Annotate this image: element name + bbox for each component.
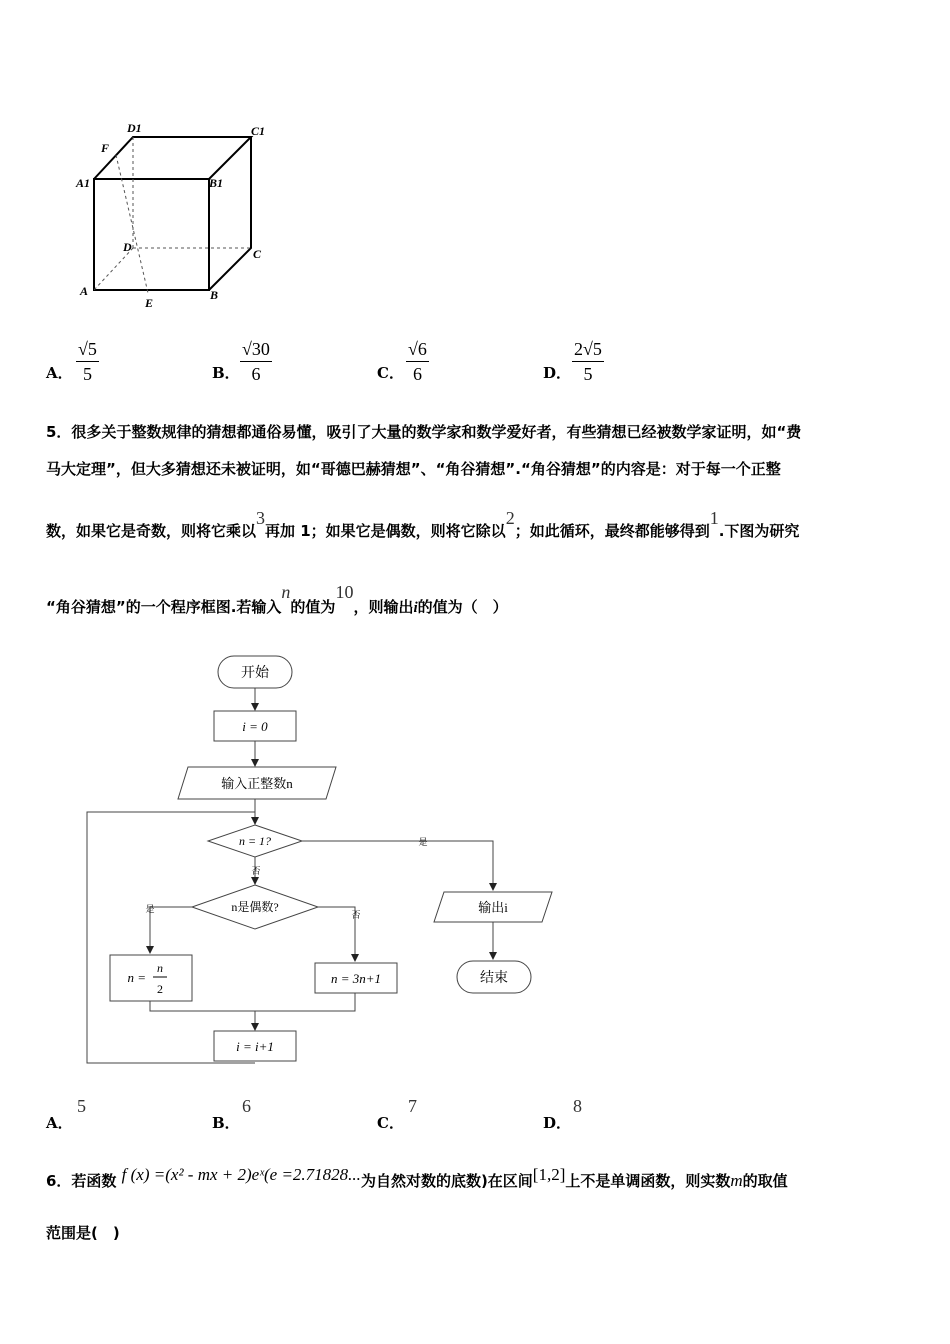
flow-cond1: n = 1? <box>238 834 272 848</box>
flow-end: 结束 <box>480 971 508 986</box>
q5-line-4: “角谷猜想”的一个程序框图.若输入n的值为10，则输出i的值为（ ） <box>46 582 508 616</box>
q4-option-d-value[interactable]: 2√5 5 <box>574 339 602 384</box>
flow-input: 输入正整数n <box>221 776 293 791</box>
q5-option-b-value[interactable]: 6 <box>242 1096 251 1116</box>
q5-option-b-letter[interactable]: B． <box>212 1114 240 1132</box>
label-b: B <box>210 288 219 302</box>
q5-line-2: 马大定理”，但大多猜想还未被证明，如“哥德巴赫猜想”、“角谷猜想”.“角谷猜想”的内容是：对于每一个正整 <box>46 460 781 478</box>
q4-option-c-letter[interactable]: C． <box>377 364 404 382</box>
q5-option-d-letter[interactable]: D． <box>543 1114 572 1132</box>
q5-option-c-value[interactable]: 7 <box>408 1096 417 1116</box>
flow-even-den: 2 <box>157 982 163 996</box>
label-c1: C1 <box>251 124 266 138</box>
cube-figure <box>70 115 290 315</box>
flow-yes1: 是 <box>418 837 428 847</box>
flow-even-num: n <box>157 961 163 975</box>
q6-line-2: 范围是( ) <box>46 1224 120 1242</box>
q4-option-a-letter[interactable]: A． <box>46 364 73 382</box>
q5-option-a-letter[interactable]: A． <box>46 1114 73 1132</box>
q6-line-1: 6．若函数 f (x) =(x² - mx + 2)eˣ(e =2.71828...为自然对数的底数)在区间[1,2]上不是单调函数，则实数m的取值 <box>46 1165 788 1190</box>
q4-option-a-value[interactable]: √5 5 <box>78 339 97 384</box>
q4-option-c-value[interactable]: √6 6 <box>408 339 427 384</box>
q4-option-b-value[interactable]: √30 6 <box>242 339 270 384</box>
q6-formula: f (x) =(x² - mx + 2)eˣ(e =2.71828... <box>121 1165 361 1184</box>
flow-no2: 否 <box>351 910 361 920</box>
q4-option-b-letter[interactable]: B． <box>212 364 240 382</box>
q5-option-d-value[interactable]: 8 <box>573 1096 582 1116</box>
flow-init: i = 0 <box>242 719 268 734</box>
flow-even-left: n = <box>127 970 146 985</box>
label-f: F <box>101 141 110 155</box>
q5-option-a-value[interactable]: 5 <box>77 1096 86 1116</box>
label-c: C <box>253 247 262 261</box>
flow-cond2: n是偶数? <box>231 900 279 914</box>
q5-line-3: 数，如果它是奇数，则将它乘以3再加 1；如果它是偶数，则将它除以2；如此循环，最终都能够得到1.下图为研究 <box>46 508 800 540</box>
label-e: E <box>145 296 154 310</box>
label-a1: A1 <box>76 176 91 190</box>
flow-odd: n = 3n+1 <box>330 971 382 986</box>
q5-line-1: 5．很多关于整数规律的猜想都通俗易懂，吸引了大量的数学家和数学爱好者，有些猜想已经被数学家证明，如“费 <box>46 423 802 441</box>
label-a: A <box>80 284 89 298</box>
flow-start: 开始 <box>241 666 269 681</box>
flowchart <box>80 650 570 1075</box>
flow-no1: 否 <box>251 866 261 876</box>
label-d1: D1 <box>127 121 142 135</box>
label-b1: B1 <box>209 176 224 190</box>
q5-option-c-letter[interactable]: C． <box>377 1114 404 1132</box>
flow-yes2: 是 <box>145 904 155 914</box>
flow-incr: i = i+1 <box>236 1039 274 1054</box>
flow-output: 输出i <box>478 900 508 915</box>
label-d: D <box>123 240 132 254</box>
q4-option-d-letter[interactable]: D． <box>543 364 572 382</box>
q6-interval: [1,2] <box>532 1165 566 1184</box>
